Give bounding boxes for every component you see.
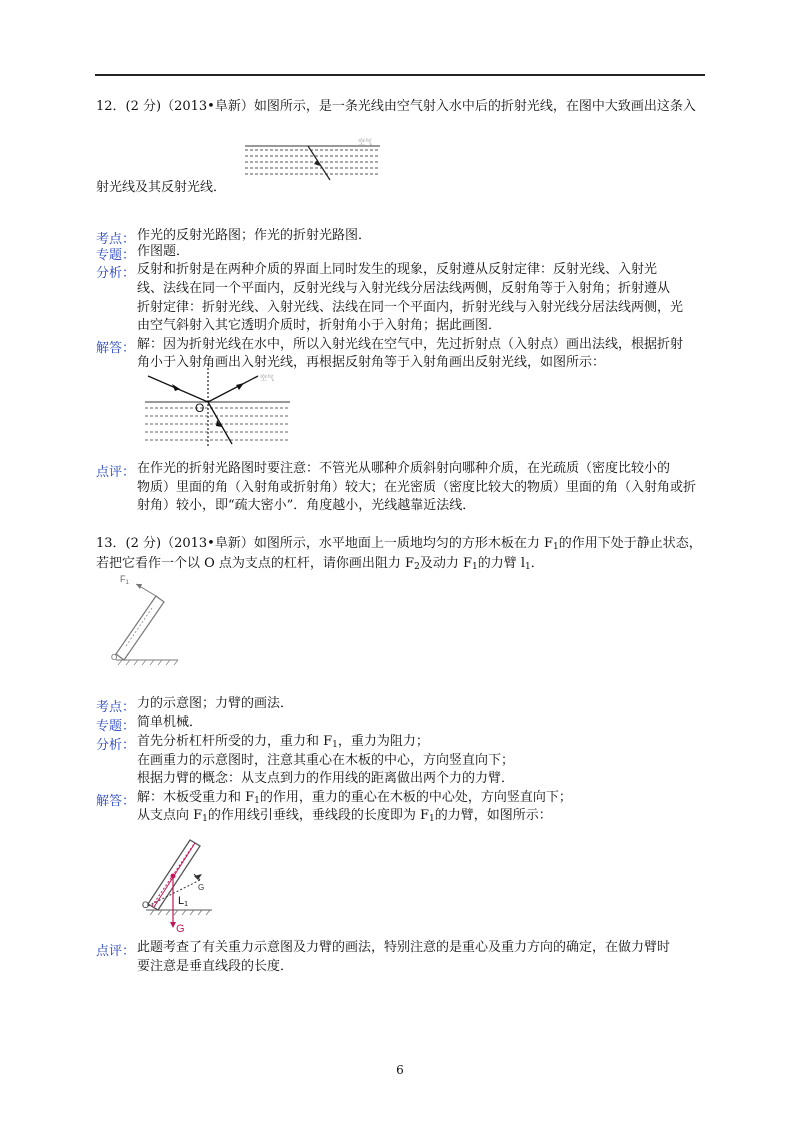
q13-kaodian-label: 考点： [96,700,136,715]
q13-fenxi-line2: 在画重力的示意图时，注意其重心在木板的中心，方向竖直向下； [137,753,515,768]
q12-fenxi-line4: 由空气斜射入其它透明介质时，折射角小于入射角；据此画图． [137,318,502,333]
q12-fenxi-line2: 线、法线在同一个平面内，反射光线与入射光线分居法线两侧，反射角等于入射角；折射遵从 [137,281,671,296]
q13-fenxi-label: 分析： [96,738,136,753]
q12-jieda-line1: 解：因为折射光线在水中，所以入射光线在空气中，先过折射点（入射点）画出法线，根据折射 [137,337,684,352]
q12-fenxi-line3: 折射定律：折射光线、入射光线、法线在同一个平面内，折射光线与入射光线分居法线两侧，光 [137,300,684,315]
q12-stem-line1: 12．(2 分)（2013•阜新）如图所示，是一条光线由空气射入水中后的折射光线，在图中大致画出这条入 [96,99,696,114]
q12-dianping-line2: 物质）里面的角（入射角或折射角）较大；在光密质（密度比较大的物质）里面的角（入射角或折 [137,480,697,495]
q13-jieda-line1: 解：木板受重力和 $F_1$的作用，重力的重心在木板的中心处，方向竖直向下； [137,790,572,806]
q13-fig2-o: O [142,900,150,910]
q13-fig1-o: O [111,653,118,662]
q13-dianping-line2: 要注意是垂直线段的长度． [137,959,294,974]
q12-jieda-line2: 角小于入射角画出入射光线，再根据反射角等于入射角画出反射光线，如图所示： [137,355,606,370]
q13-fenxi-line1: 首先分析杠杆所受的力，重力和 $F_1$，重力为阻力； [137,734,429,750]
page-number: 6 [396,1063,404,1077]
q12-kaodian: 作光的反射光路图；作光的折射光路图． [137,228,372,243]
q12-answer-figure [140,362,295,446]
q12-dianping-line1: 在作光的折射光路图时要注意：不管光从哪种介质斜射向哪种介质，在光疏质（密度比较小的 [137,461,671,476]
q12-figure [240,138,390,186]
q13-fig2-g: G [176,923,185,935]
q13-stem-line1: 13．(2 分)（2013•阜新）如图所示，水平地面上一质地均匀的方形木板在力 $F_1$的作用下处于静止状态， [96,536,702,552]
q13-kaodian: 力的示意图；力臂的画法． [137,696,294,711]
q13-stem-line2: 若把它看作一个以 O 点为支点的杠杆，请你画出阻力 $F_2$及动力 $F_1$的力臂 $l_1$． [96,556,544,572]
q12-kaodian-label: 考点： [96,232,136,247]
header-rule [95,74,705,76]
q13-fig2-l: L1 [178,895,189,908]
q12-dianping-line3: 射角）较小，即“疏大密小”．角度越小，光线越靠近法线． [137,498,476,513]
q13-fig1-f1: $F_1$ [120,574,129,586]
q12-fig-o-label: O [195,401,205,415]
q13-figure [112,568,184,668]
q12-fenxi-line1: 反射和折射是在两种介质的界面上同时发生的现象，反射遵从反射定律：反射光线、入射光 [137,262,658,277]
q12-fig-air-label: 空气 [358,138,372,146]
q12-fig-air-label2: 空气 [260,374,274,382]
q13-dianping-label: 点评： [96,944,136,959]
q13-jieda-label: 解答： [96,794,136,809]
q13-answer-figure [142,824,222,936]
q13-jieda-line2: 从支点向 $F_1$的作用线引垂线，垂线段的长度即为 $F_1$的力臂，如图所示： [137,808,552,824]
q13-zhuanti-label: 专题： [96,719,136,734]
q12-jieda-label: 解答： [96,341,136,356]
q12-zhuanti: 作图题． [137,244,190,259]
q13-dianping-line1: 此题考查了有关重力示意图及力臂的画法，特别注意的是重心及重力方向的确定，在做力臂时 [137,940,671,955]
q13-fenxi-line3: 根据力臂的概念：从支点到力的作用线的距离做出两个力的力臂． [137,771,515,786]
q12-fenxi-label: 分析： [96,266,136,281]
q13-zhuanti: 简单机械． [137,715,203,730]
svg-text:G: G [198,883,205,892]
q12-dianping-label: 点评： [96,465,136,480]
q12-stem-line2: 射光线及其反射光线． [96,180,227,195]
q12-zhuanti-label: 专题： [96,248,136,263]
